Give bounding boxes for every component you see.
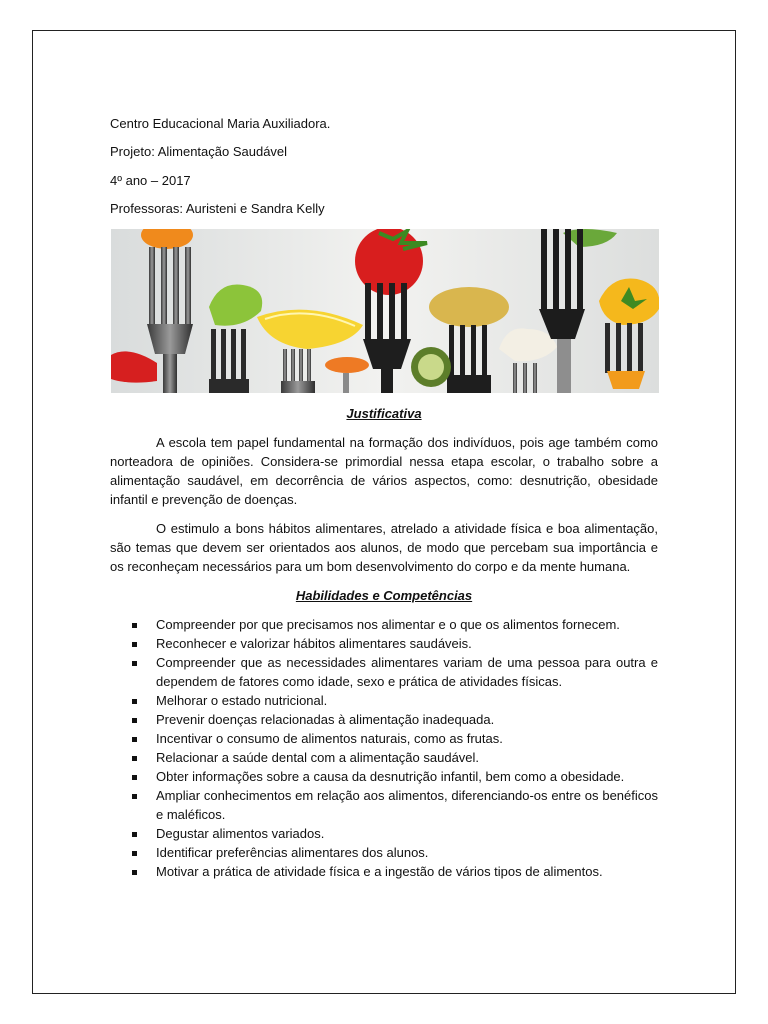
bullet-icon [132, 775, 137, 780]
bullet-icon [132, 870, 137, 875]
bullet-icon [132, 661, 137, 666]
school-name: Centro Educacional Maria Auxiliadora. [110, 116, 331, 131]
list-item: Reconhecer e valorizar hábitos alimentares saudáveis. [110, 634, 658, 653]
list-item: Obter informações sobre a causa da desnutrição infantil, bem como a obesidade. [110, 767, 658, 786]
forks-with-fruits-and-vegetables-image [111, 229, 659, 393]
teachers: Professoras: Auristeni e Sandra Kelly [110, 201, 325, 216]
bullet-icon [132, 756, 137, 761]
bullet-icon [132, 623, 137, 628]
list-item: Motivar a prática de atividade física e a ingestão de vários tipos de alimentos. [110, 862, 658, 881]
bullet-icon [132, 832, 137, 837]
justification-title: Justificativa [346, 406, 422, 421]
bullet-icon [132, 737, 137, 742]
bullet-icon [132, 851, 137, 856]
skills-title: Habilidades e Competências [295, 588, 473, 603]
list-item: Compreender que as necessidades alimentares variam de uma pessoa para outra e dependem de fatores como idade, sexo e prática de atividades físicas. [110, 653, 658, 691]
justification-paragraph-2: O estimulo a bons hábitos alimentares, atrelado a atividade física e boa alimentação, são temas que devem ser orientados aos alunos, de modo que percebam sua importância e os reconheçam necessários para um bom desenvolvimento do corpo e da mente humana. [110, 521, 658, 574]
bullet-icon [132, 794, 137, 799]
justification-paragraph-1: A escola tem papel fundamental na formação dos indivíduos, pois age também como norteadora de opiniões. Considera-se primordial nessa etapa escolar, o trabalho sobre a alimentação saudável, em decorrência de vários aspectos, como: desnutrição, obesidade infantil e prevenção de doenças. [110, 435, 658, 507]
skills-list [110, 615, 658, 881]
list-item: Degustar alimentos variados. [110, 824, 658, 843]
bullet-icon [132, 642, 137, 647]
list-item: Relacionar a saúde dental com a alimentação saudável. [110, 748, 658, 767]
list-item: Compreender por que precisamos nos alimentar e o que os alimentos fornecem. [110, 615, 658, 634]
list-item: Prevenir doenças relacionadas à alimentação inadequada. [110, 710, 658, 729]
list-item: Melhorar o estado nutricional. [110, 691, 658, 710]
project-name: Projeto: Alimentação Saudável [110, 144, 288, 159]
grade-year: 4º ano – 2017 [110, 173, 191, 188]
list-item: Identificar preferências alimentares dos alunos. [110, 843, 658, 862]
list-item: Incentivar o consumo de alimentos naturais, como as frutas. [110, 729, 658, 748]
bullet-icon [132, 699, 137, 704]
bullet-icon [132, 718, 137, 723]
list-item: Ampliar conhecimentos em relação aos alimentos, diferenciando-os entre os benéficos e maléficos. [110, 786, 658, 824]
